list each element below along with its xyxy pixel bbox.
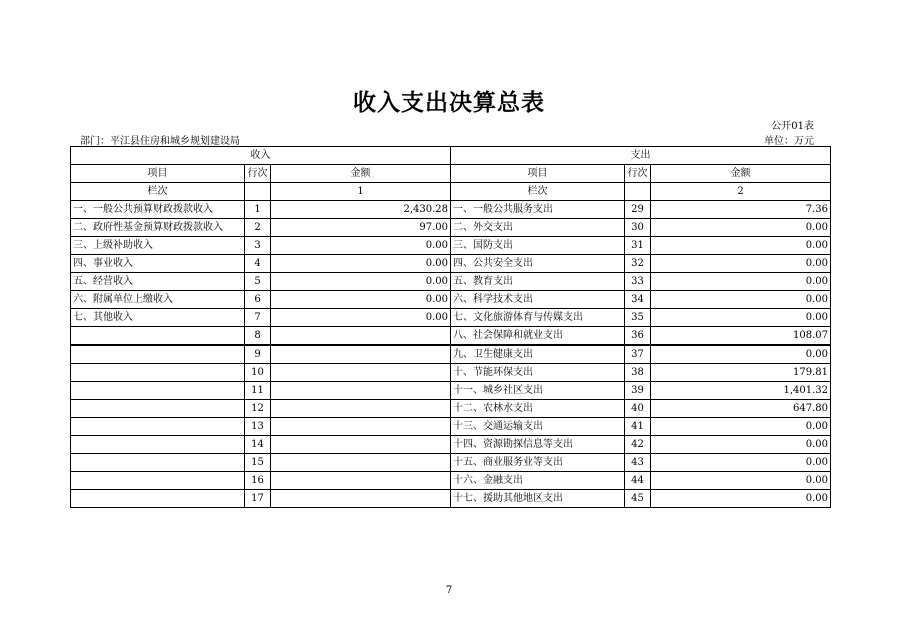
expense-line-cell: 30: [625, 219, 651, 237]
table-row: [71, 309, 831, 327]
expense-line-cell: 43: [625, 454, 651, 472]
table-row: [71, 201, 831, 219]
income-amount-cell: [271, 490, 451, 508]
section-header-row: [71, 147, 831, 165]
expense-line-cell: 33: [625, 273, 651, 291]
expense-amount-cell: 0.00: [651, 255, 831, 273]
income-line-cell: 10: [245, 364, 271, 382]
income-item-cell: [71, 472, 245, 490]
income-amount-cell: [271, 382, 451, 400]
expense-column-blank: [625, 183, 651, 201]
expense-item-cell: 十四、资源勘探信息等支出: [451, 436, 625, 454]
expense-item-cell: 一、一般公共服务支出: [451, 201, 625, 219]
expense-item-cell: 十二、农林水支出: [451, 400, 625, 418]
income-item-cell: 三、上级补助收入: [71, 237, 245, 255]
table-row: [71, 237, 831, 255]
income-item-cell: [71, 364, 245, 382]
income-amount-cell: 0.00: [271, 291, 451, 309]
expense-item-cell: 七、文化旅游体育与传媒支出: [451, 309, 625, 327]
table-row: [71, 454, 831, 472]
table-row: [71, 291, 831, 309]
income-amount-cell: 97.00: [271, 219, 451, 237]
expense-amount-cell: 0.00: [651, 237, 831, 255]
income-amount-cell: 2,430.28: [271, 201, 451, 219]
expense-item-cell: 十六、金融支出: [451, 472, 625, 490]
income-line-cell: 14: [245, 436, 271, 454]
income-item-cell: [71, 327, 245, 346]
expense-item-cell: 二、外交支出: [451, 219, 625, 237]
income-amount-cell: 0.00: [271, 237, 451, 255]
unit-label: 单位：万元: [764, 136, 814, 147]
income-line-cell: 1: [245, 201, 271, 219]
income-column-number: 1: [271, 183, 451, 201]
income-amount-header: 金额: [271, 165, 451, 183]
table-row: [71, 418, 831, 436]
expense-line-header: 行次: [625, 165, 651, 183]
income-item-cell: [71, 418, 245, 436]
expense-item-cell: 六、科学技术支出: [451, 291, 625, 309]
income-item-cell: [71, 436, 245, 454]
expense-amount-cell: 0.00: [651, 490, 831, 508]
table-row: [71, 472, 831, 490]
table-row: [71, 364, 831, 382]
table-row: [71, 345, 831, 364]
expense-item-cell: 五、教育支出: [451, 273, 625, 291]
income-line-cell: 11: [245, 382, 271, 400]
expense-amount-cell: 0.00: [651, 472, 831, 490]
expense-item-cell: 十七、援助其他地区支出: [451, 490, 625, 508]
expense-amount-cell: 0.00: [651, 219, 831, 237]
expense-line-cell: 42: [625, 436, 651, 454]
table-row: [71, 490, 831, 508]
table-body: [71, 147, 831, 508]
income-line-cell: 2: [245, 219, 271, 237]
income-item-cell: [71, 345, 245, 364]
expense-item-header: 项目: [451, 165, 625, 183]
income-line-cell: 12: [245, 400, 271, 418]
income-item-cell: 四、事业收入: [71, 255, 245, 273]
income-line-cell: 13: [245, 418, 271, 436]
page-title: 收入支出决算总表: [353, 90, 545, 116]
income-amount-cell: [271, 400, 451, 418]
income-item-cell: 七、其他收入: [71, 309, 245, 327]
expense-item-cell: 八、社会保障和就业支出: [451, 327, 625, 346]
table-row: [71, 400, 831, 418]
income-line-cell: 15: [245, 454, 271, 472]
expense-column-label: 栏次: [451, 183, 625, 201]
table-row: [71, 219, 831, 237]
expense-amount-cell: 7.36: [651, 201, 831, 219]
expense-item-cell: 十、节能环保支出: [451, 364, 625, 382]
column-header-row: [71, 165, 831, 183]
income-item-header: 项目: [71, 165, 245, 183]
expense-amount-cell: 0.00: [651, 345, 831, 364]
department-label: 部门：平江县住房和城乡规划建设局: [80, 136, 240, 147]
income-amount-cell: [271, 454, 451, 472]
table-row: [71, 382, 831, 400]
expense-line-cell: 32: [625, 255, 651, 273]
expense-amount-cell: 0.00: [651, 309, 831, 327]
income-item-cell: [71, 454, 245, 472]
expense-item-cell: 三、国防支出: [451, 237, 625, 255]
expense-item-cell: 四、公共安全支出: [451, 255, 625, 273]
income-amount-cell: [271, 472, 451, 490]
expense-amount-cell: 0.00: [651, 273, 831, 291]
income-amount-cell: [271, 364, 451, 382]
income-amount-cell: 0.00: [271, 309, 451, 327]
table-row: [71, 273, 831, 291]
income-amount-cell: [271, 345, 451, 364]
income-line-cell: 4: [245, 255, 271, 273]
income-line-cell: 6: [245, 291, 271, 309]
income-line-cell: 7: [245, 309, 271, 327]
expense-amount-cell: 0.00: [651, 418, 831, 436]
expense-item-cell: 十三、交通运输支出: [451, 418, 625, 436]
table-row: [71, 436, 831, 454]
income-expense-table: [70, 146, 831, 508]
page-number: 7: [445, 585, 453, 596]
income-item-cell: 六、附属单位上缴收入: [71, 291, 245, 309]
income-item-cell: 一、一般公共预算财政拨款收入: [71, 201, 245, 219]
table-row: [71, 255, 831, 273]
expense-item-cell: 十五、商业服务业等支出: [451, 454, 625, 472]
expense-line-cell: 44: [625, 472, 651, 490]
expense-section-header: 支出: [451, 147, 831, 165]
income-item-cell: 二、政府性基金预算财政拨款收入: [71, 219, 245, 237]
income-column-blank: [245, 183, 271, 201]
expense-amount-cell: 0.00: [651, 291, 831, 309]
income-item-cell: 五、经营收入: [71, 273, 245, 291]
form-number: 公开01表: [771, 121, 814, 132]
expense-line-cell: 41: [625, 418, 651, 436]
income-item-cell: [71, 400, 245, 418]
expense-amount-cell: 647.80: [651, 400, 831, 418]
income-amount-cell: [271, 327, 451, 346]
expense-amount-cell: 0.00: [651, 436, 831, 454]
income-amount-cell: 0.00: [271, 255, 451, 273]
income-line-cell: 5: [245, 273, 271, 291]
expense-column-number: 2: [651, 183, 831, 201]
income-amount-cell: [271, 436, 451, 454]
expense-line-cell: 34: [625, 291, 651, 309]
income-line-cell: 8: [245, 327, 271, 346]
expense-line-cell: 29: [625, 201, 651, 219]
income-line-cell: 3: [245, 237, 271, 255]
income-amount-cell: 0.00: [271, 273, 451, 291]
income-line-cell: 9: [245, 345, 271, 364]
income-line-header: 行次: [245, 165, 271, 183]
expense-line-cell: 31: [625, 237, 651, 255]
table-row: [71, 327, 831, 346]
expense-line-cell: 35: [625, 309, 651, 327]
expense-line-cell: 37: [625, 345, 651, 364]
income-line-cell: 17: [245, 490, 271, 508]
expense-line-cell: 39: [625, 382, 651, 400]
expense-line-cell: 38: [625, 364, 651, 382]
income-amount-cell: [271, 418, 451, 436]
column-number-row: [71, 183, 831, 201]
expense-line-cell: 45: [625, 490, 651, 508]
income-column-label: 栏次: [71, 183, 245, 201]
expense-amount-cell: 1,401.32: [651, 382, 831, 400]
income-line-cell: 16: [245, 472, 271, 490]
income-section-header: 收入: [71, 147, 451, 165]
expense-line-cell: 36: [625, 327, 651, 346]
expense-amount-cell: 179.81: [651, 364, 831, 382]
expense-amount-cell: 0.00: [651, 454, 831, 472]
income-item-cell: [71, 490, 245, 508]
expense-item-cell: 十一、城乡社区支出: [451, 382, 625, 400]
expense-line-cell: 40: [625, 400, 651, 418]
expense-amount-cell: 108.07: [651, 327, 831, 346]
expense-amount-header: 金额: [651, 165, 831, 183]
income-item-cell: [71, 382, 245, 400]
expense-item-cell: 九、卫生健康支出: [451, 345, 625, 364]
